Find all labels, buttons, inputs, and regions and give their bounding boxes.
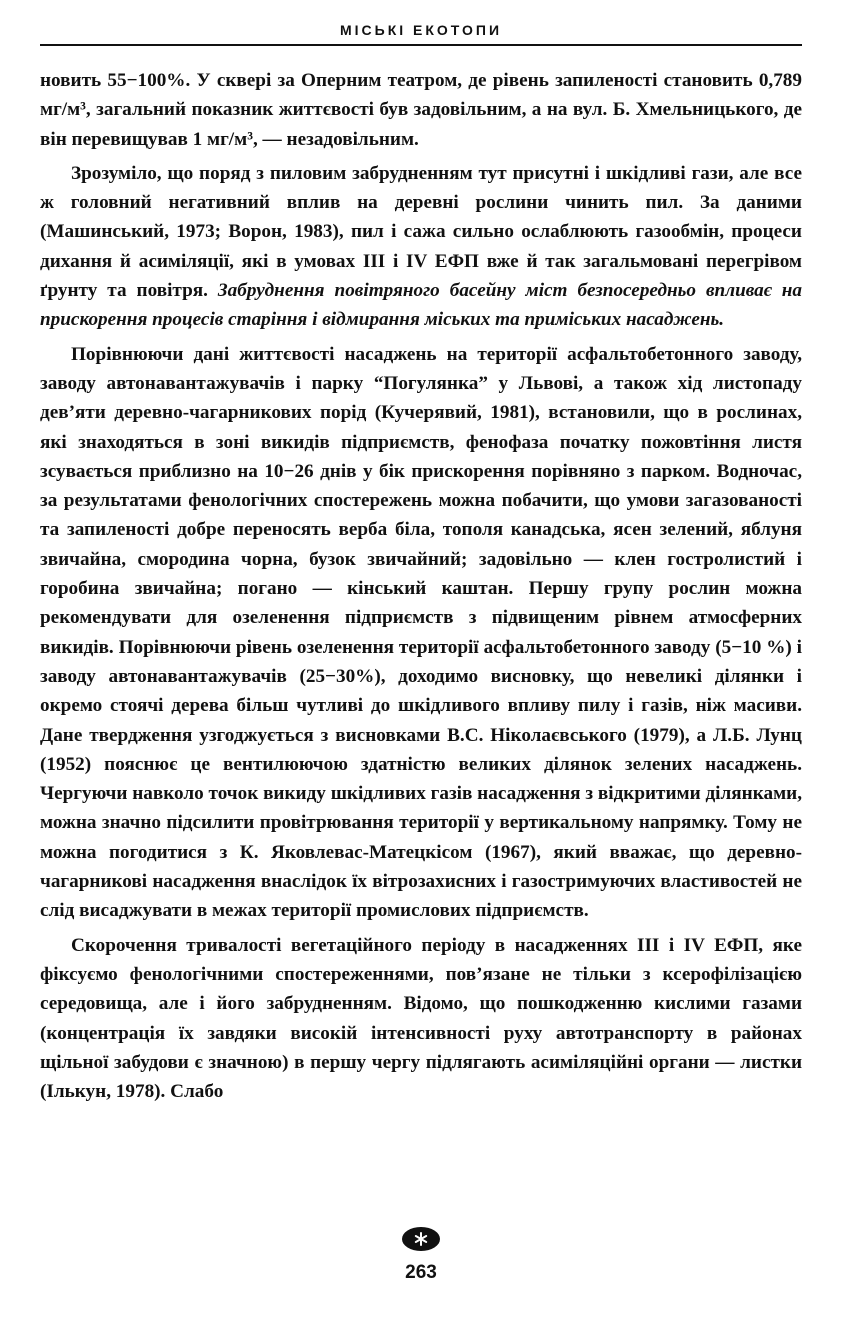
paragraph-2 [40, 159, 802, 335]
paragraph-2-emphasis: Забруднення повітряного басейну міст безпосередньо впливає на прискорення процесів старіння і відмирання міських та приміських насаджень. [40, 280, 802, 331]
paragraph-1: новить 55−100%. У сквері за Оперним театром, де рівень запиленості становить 0,789 мг/м³, загальний показник життєвості був задовільним, а на вул. Б. Хмельницького, де він перевищував 1 мг/м³, — незадовільним. [40, 70, 802, 150]
page-number: 263 [405, 1262, 437, 1283]
paragraph-3: Порівнюючи дані життєвості насаджень на території асфальтобетонного заводу, заводу автонавантажувачів і парку “Погулянка” у Львові, а також хід листопаду дев’яти деревно-чагарникових порід (Кучерявий, 1981), встановили, що в рослинах, які знаходяться в зоні викидів підприємств, фенофаза початку пожовтіння листя зсувається приблизно на 10−26 днів у бік прискорення порівняно з парком. Водночас, за результатами фенологічних спостережень можна побачити, що умови загазованості та запиленості добре переносять верба біла, тополя канадська, ясен зелений, яблуня звичайна, смородина чорна, бузок звичайний; задовільно — клен гостролистий і горобина звичайна; погано — кінський каштан. Першу групу рослин можна рекомендувати для озеленення підприємств з підвищеним рівнем атмосферних викидів. Порівнюючи рівень озеленення території асфальтобетонного заводу (5−10 %) і заводу автонавантажувачів (25−30%), доходимо висновку, що невеликі ділянки і окремо стоячі дерева більш чутливі до шкідливого впливу пилу і газів, ніж масиви. Дане твердження узгоджується з висновками В.С. Ніколаєвського (1979), а Л.Б. Лунц (1952) пояснює це вентилюючою здатністю великих ділянок зелених насаджень. Чергуючи навколо точок викиду шкідливих газів насадження з відкритими ділянками, можна значно підсилити провітрювання території у вертикальному напрямку. Тому не можна погодитися з К. Яковлевас-Матецкісом (1967), який вважає, що деревно-чагарникові насадження внаслідок їх вітрозахисних і газостримуючих властивостей не слід висаджувати в межах території промислових підприємств. [40, 343, 802, 922]
body-text [40, 66, 802, 1106]
asterisk-oval-icon [401, 1226, 441, 1252]
running-head-title: МІСЬКІ ЕКОТОПИ [339, 22, 503, 38]
paragraph-2-text: Зрозуміло, що поряд з пиловим забрудненням тут присутні і шкідливі гази, але все ж головний негативний вплив на деревні рослини чинить пил. За даними (Машинський, 1973; Ворон, 1983), пил і сажа сильно ослаблюють газообмін, процеси дихання й асиміляції, які в умовах III і IV ЕФП вже й так загальмовані перегрівом ґрунту та повітря. [40, 162, 802, 302]
paragraph-4: Скорочення тривалості вегетаційного періоду в насадженнях III і IV ЕФП, яке фіксуємо фенологічними спостереженнями, пов’язане не тільки з ксерофілізацією середовища, але і його забрудненням. Відомо, що пошкодженню кислими газами (концентрація їх завдяки високій інтенсивності руху автотранспорту в районах щільної забудови є значною) в першу чергу підлягають асиміляційні органи — листки (Ількун, 1978). Слабо [40, 934, 802, 1103]
header-rule [40, 44, 802, 46]
